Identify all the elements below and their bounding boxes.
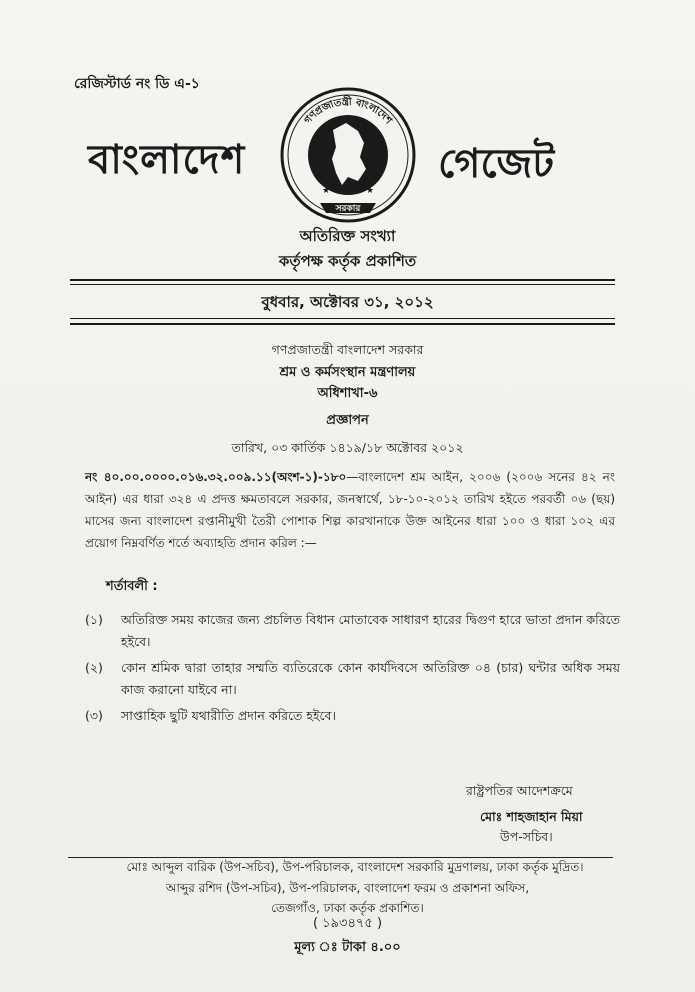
condition-text: সাপ্তাহিক ছুটি যথারীতি প্রদান করিতে হইবে। [121, 708, 336, 723]
notice-body-text: —বাংলাদেশ শ্রম আইন, ২০০৬ (২০০৬ সনের ৪২ নং আইন) এর ধারা ৩২৪ এ প্রদত্ত ক্ষমতাবলে সরকার, জনস্বার্থে, ১৮-১০-২০১২ তারিখ হইতে পরবর্তী ০৬ (ছয়) মাসের জন্য বাংলাদেশ রপ্তানীমুখী তৈরী পোশাক শিল্প কারখানাকে উক্ত আইনের ধারা ১০০ ও ধারা ১০২ এর প্রয়োগ নিম্নবর্ণিত শর্তে অব্যাহতি প্রদান করিল :— [85, 470, 615, 550]
condition-number: (৩) [85, 708, 103, 723]
seal-text-bottom: সরকার [335, 204, 361, 214]
condition-number: (১) [85, 612, 103, 627]
condition-number: (২) [85, 660, 103, 675]
condition-text: অতিরিক্ত সময় কাজের জন্য প্রচলিত বিধান মোতাবেক সাধারণ হারের দ্বিগুণ হারে ভাতা প্রদান করিতে হইবে। [121, 612, 620, 649]
footer-serial: ( ১৯৩৪৭৫ ) [312, 916, 383, 931]
masthead-title-left: বাংলাদেশ [88, 137, 246, 183]
svg-text:★: ★ [310, 155, 319, 166]
footer-location: তেজগাঁও, ঢাকা কর্তৃক প্রকাশিত। [271, 901, 424, 915]
footer-published-by: আব্দুর রশিদ (উপ-সচিব), উপ-পরিচালক, বাংলাদেশ ফরম ও প্রকাশনা অফিস, [165, 881, 530, 895]
header-rule-top-1 [70, 279, 615, 281]
registered-number: রেজিস্টার্ড নং ডি এ-১ [74, 76, 200, 92]
conditions-title: শর্তাবলী : [106, 579, 158, 594]
condition-item [85, 705, 620, 727]
condition-item [85, 609, 620, 653]
header-rule-bottom-2 [70, 323, 615, 325]
extra-issue-label: অতিরিক্ত সংখ্যা [299, 227, 396, 245]
signatory-name: মোঃ শাহজাহান মিয়া [480, 809, 583, 824]
footer-printed-by: মোঃ আব্দুল বারিক (উপ-সচিব), উপ-পরিচালক, বাংলাদেশ সরকারি মুদ্রণালয়, ঢাকা কর্তৃক মুদ্রিত। [126, 860, 584, 874]
notice-date: তারিখ, ০৩ কার্তিক ১৪১৯/১৮ অক্টোবর ২০১২ [231, 440, 464, 455]
svg-text:★: ★ [378, 155, 387, 166]
header-rule-bottom-1 [70, 318, 615, 319]
published-by-label: কর্তৃপক্ষ কর্তৃক প্রকাশিত [278, 252, 417, 270]
signature-order: রাষ্ট্রপতির আদেশক্রমে [466, 783, 573, 798]
footer-rule [68, 857, 613, 858]
header-rule-top-2 [70, 284, 615, 285]
footer-price: মূল্য ঃ টাকা ৪.০০ [294, 940, 401, 955]
notice-body [85, 466, 615, 554]
seal-text-top: গণপ্রজাতন্ত্রী বাংলাদেশ [302, 96, 394, 127]
government-seal-icon [278, 85, 418, 225]
condition-text: কোন শ্রমিক দ্বারা তাহার সম্মতি ব্যতিরেকে কোন কার্যদিবসে অতিরিক্ত ০৪ (চার) ঘন্টার অধিক সময় কাজ করানো যাইবে না। [121, 660, 620, 697]
notice-reference-number: নং ৪০.০০.০০০০.০১৬.৩২.০০৯.১১(অংশ-১)-১৮০ [85, 470, 347, 484]
government-name: গণপ্রজাতন্ত্রী বাংলাদেশ সরকার [271, 342, 424, 357]
svg-text:★: ★ [322, 186, 331, 196]
ministry-name: শ্রম ও কর্মসংস্থান মন্ত্রণালয় [279, 365, 416, 380]
condition-item [85, 657, 620, 701]
masthead-title-right: গেজেট [438, 141, 555, 187]
svg-text:★: ★ [366, 186, 375, 196]
notice-title: প্রজ্ঞাপন [326, 413, 369, 428]
branch-name: অধিশাখা-৬ [317, 386, 378, 401]
gazette-date: বুধবার, অক্টোবর ৩১, ২০১২ [261, 293, 434, 311]
signatory-designation: উপ-সচিব। [500, 829, 553, 844]
